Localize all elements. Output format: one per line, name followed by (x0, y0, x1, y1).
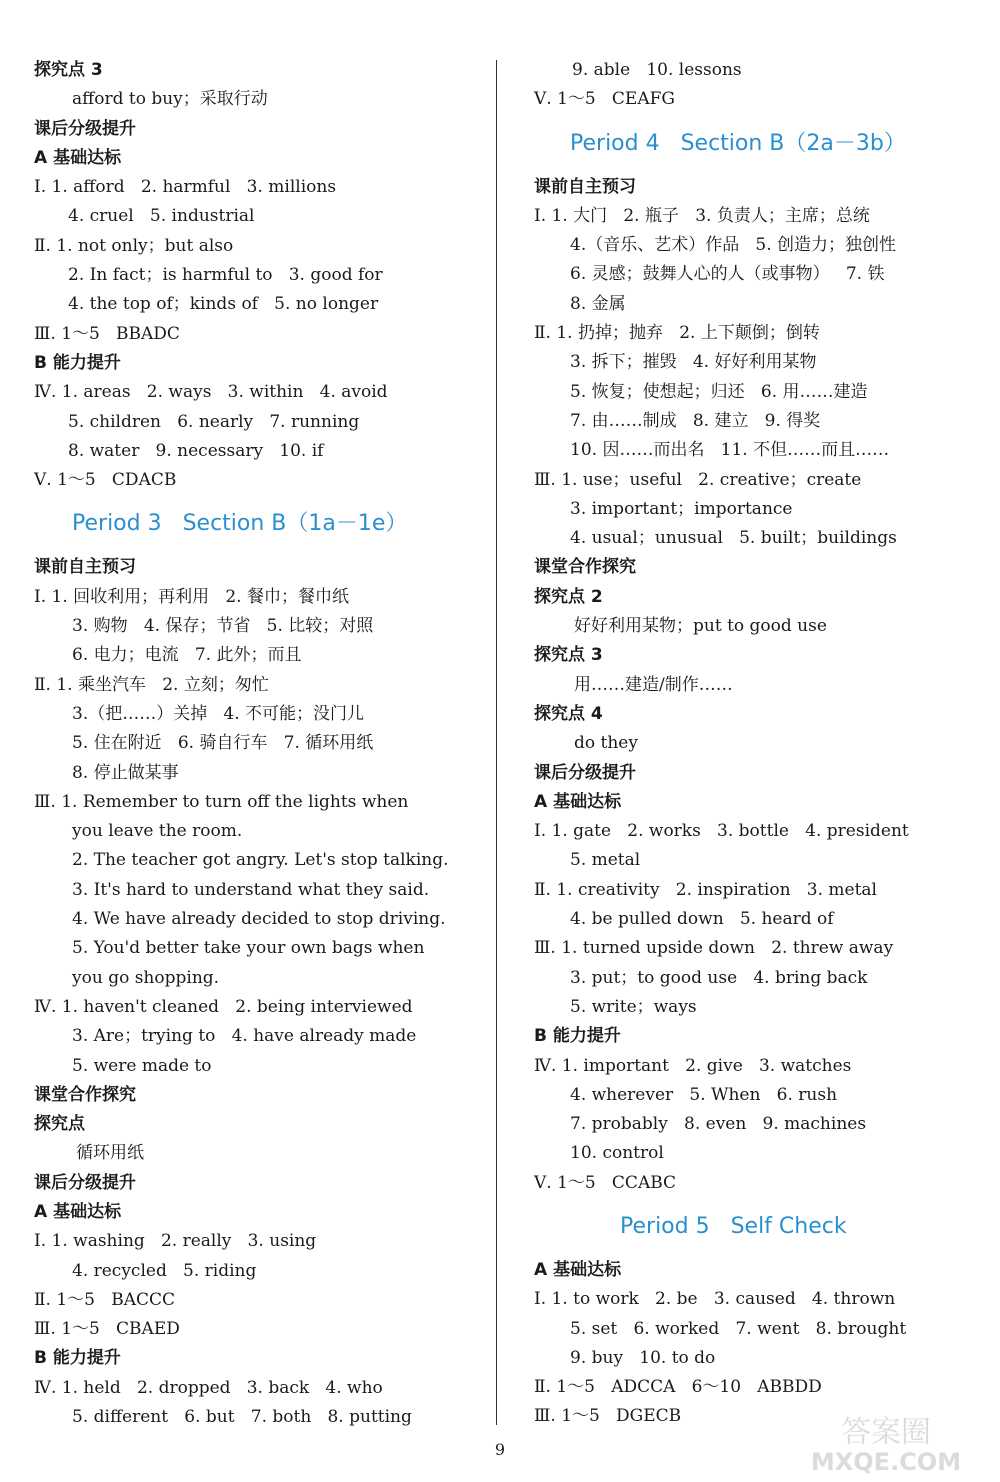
answer-line: 3. Are；trying to 4. have already made (72, 1026, 417, 1047)
answer-line: Ⅰ. 1. gate 2. works 3. bottle 4. president (534, 821, 909, 842)
answer-line: 5. 住在附近 6. 骑自行车 7. 循环用纸 (72, 733, 374, 754)
answer-line: 7. probably 8. even 9. machines (570, 1114, 867, 1135)
section-label: 课前自主预习 (34, 557, 136, 578)
section-label: A 基础达标 (34, 1201, 122, 1222)
answer-line: Ⅰ. 1. washing 2. really 3. using (34, 1231, 317, 1252)
answer-line: 4. recycled 5. riding (72, 1260, 257, 1281)
answer-line: 10. control (570, 1143, 664, 1164)
answer-line: 4. the top of；kinds of 5. no longer (68, 294, 379, 315)
answer-line: Ⅱ. 1. creativity 2. inspiration 3. metal (534, 879, 877, 900)
section-label: 探究点 4 (534, 703, 603, 724)
section-label: A 基础达标 (34, 147, 122, 168)
watermark-logo (786, 1404, 986, 1476)
answer-line: Ⅴ. 1～5 CCABC (534, 1172, 677, 1193)
answer-line: Ⅱ. 1. 扔掉；抛弃 2. 上下颠倒；倒转 (534, 323, 820, 344)
answer-line: 8. 金属 (570, 293, 626, 314)
section-label: 课后分级提升 (34, 1172, 136, 1193)
watermark-line1: 答案圈 (841, 1415, 931, 1450)
answer-line: Ⅳ. 1. important 2. give 3. watches (534, 1055, 852, 1076)
answer-line: Ⅲ. 1. turned upside down 2. threw away (534, 938, 894, 959)
section-label: B 能力提升 (534, 1026, 621, 1047)
section-heading: Period 3 Section B（1a－1e） (72, 511, 408, 537)
answer-line: 7. 由……制成 8. 建立 9. 得奖 (570, 410, 821, 431)
answer-line: Ⅱ. 1～5 BACCC (34, 1289, 175, 1310)
answer-line: Ⅲ. 1. Remember to turn off the lights when (34, 791, 409, 812)
answer-line: 10. 因……而出名 11. 不但……而且…… (570, 440, 890, 461)
page-number: 9 (494, 1440, 506, 1459)
answer-line: 2. The teacher got angry. Let's stop talking. (72, 850, 449, 871)
section-label: 探究点 3 (534, 645, 603, 666)
answer-line: Ⅳ. 1. held 2. dropped 3. back 4. who (34, 1377, 383, 1398)
answer-line: Ⅳ. 1. areas 2. ways 3. within 4. avoid (34, 382, 388, 403)
section-label: 课后分级提升 (34, 118, 136, 139)
answer-line: 5. write；ways (570, 996, 697, 1017)
answer-line: do they (574, 733, 638, 754)
answer-line: 8. 停止做某事 (72, 762, 179, 783)
answer-line: Ⅱ. 1. 乘坐汽车 2. 立刻；匆忙 (34, 674, 269, 695)
answer-line: 5. metal (570, 850, 641, 871)
answer-line: Ⅰ. 1. 大门 2. 瓶子 3. 负责人；主席；总统 (534, 205, 870, 226)
section-label: 课前自主预习 (534, 176, 636, 197)
section-label: 课堂合作探究 (534, 557, 636, 578)
answer-line: Ⅰ. 1. to work 2. be 3. caused 4. thrown (534, 1289, 896, 1310)
answer-line: 3.（把……）关掉 4. 不可能；没门儿 (72, 703, 365, 724)
section-label: 课后分级提升 (534, 762, 636, 783)
answer-line: 6. 电力；电流 7. 此外；而且 (72, 645, 302, 666)
answer-line: 5. children 6. nearly 7. running (68, 411, 360, 432)
answer-line: 4. We have already decided to stop driving. (72, 909, 446, 930)
answer-line: Ⅰ. 1. afford 2. harmful 3. millions (34, 177, 337, 198)
section-label: A 基础达标 (534, 1259, 622, 1280)
answer-line: 循环用纸 (76, 1143, 144, 1164)
answer-line: 5. different 6. but 7. both 8. putting (72, 1407, 412, 1428)
section-label: B 能力提升 (34, 352, 121, 373)
watermark-line2: MXQE.COM (810, 1448, 962, 1476)
answer-line: afford to buy；采取行动 (72, 89, 268, 110)
section-label: B 能力提升 (34, 1348, 121, 1369)
answer-line: Ⅲ. 1. use；useful 2. creative；create (534, 469, 862, 490)
answer-line: you go shopping. (72, 967, 220, 988)
answer-line: 3. 购物 4. 保存；节省 5. 比较；对照 (72, 616, 374, 637)
answer-line: 9. able 10. lessons (572, 60, 742, 80)
answer-line: 4. cruel 5. industrial (68, 206, 255, 227)
answer-line: 5. were made to (72, 1055, 212, 1076)
answer-line: 4. be pulled down 5. heard of (570, 909, 834, 930)
section-heading: Period 4 Section B（2a－3b） (570, 130, 906, 156)
answer-line: 8. water 9. necessary 10. if (68, 440, 324, 461)
section-heading: Period 5 Self Check (620, 1213, 847, 1239)
answer-line: Ⅲ. 1～5 CBAED (34, 1319, 180, 1340)
answer-line: 3. It's hard to understand what they said. (72, 879, 430, 900)
section-label: 探究点 2 (534, 586, 603, 607)
answer-line: Ⅱ. 1. not only；but also (34, 235, 234, 256)
right-column (534, 56, 974, 1432)
answer-line: Ⅲ. 1～5 DGECB (534, 1406, 682, 1427)
section-label: 探究点 (34, 1114, 85, 1135)
answer-line: you leave the room. (72, 821, 243, 842)
answer-line: 4.（音乐、艺术）作品 5. 创造力；独创性 (570, 235, 897, 256)
answer-line: 3. 拆下；摧毁 4. 好好利用某物 (570, 352, 817, 373)
answer-line: 5. 恢复；使想起；归还 6. 用……建造 (570, 381, 868, 402)
answer-line: 9. buy 10. to do (570, 1347, 716, 1368)
answer-line: 2. In fact；is harmful to 3. good for (68, 265, 383, 286)
answer-line: 5. set 6. worked 7. went 8. brought (570, 1318, 907, 1339)
answer-line: 6. 灵感；鼓舞人心的人（或事物） 7. 铁 (570, 264, 885, 285)
answer-line: 3. put；to good use 4. bring back (570, 967, 868, 988)
section-label: A 基础达标 (534, 791, 622, 812)
answer-line: 3. important；importance (570, 498, 793, 519)
answer-line: Ⅴ. 1～5 CEAFG (534, 89, 675, 110)
answer-line: Ⅳ. 1. haven't cleaned 2. being interviewed (34, 996, 413, 1017)
section-label: 课堂合作探究 (34, 1084, 136, 1105)
answer-line: 5. You'd better take your own bags when (72, 938, 425, 959)
answer-line: Ⅴ. 1～5 CDACB (34, 470, 177, 491)
column-divider (496, 60, 497, 1425)
left-column (34, 56, 474, 1432)
answer-line: 4. wherever 5. When 6. rush (570, 1084, 838, 1105)
answer-line: 好好利用某物；put to good use (574, 616, 827, 637)
answer-line: Ⅲ. 1～5 BBADC (34, 323, 180, 344)
section-label: 探究点 3 (34, 60, 103, 80)
answer-line: Ⅱ. 1～5 ADCCA 6～10 ABBDD (534, 1377, 822, 1398)
answer-line: 4. usual；unusual 5. built；buildings (570, 528, 897, 549)
answer-line: Ⅰ. 1. 回收利用；再利用 2. 餐巾；餐巾纸 (34, 586, 349, 607)
answer-line: 用……建造/制作…… (574, 674, 733, 695)
